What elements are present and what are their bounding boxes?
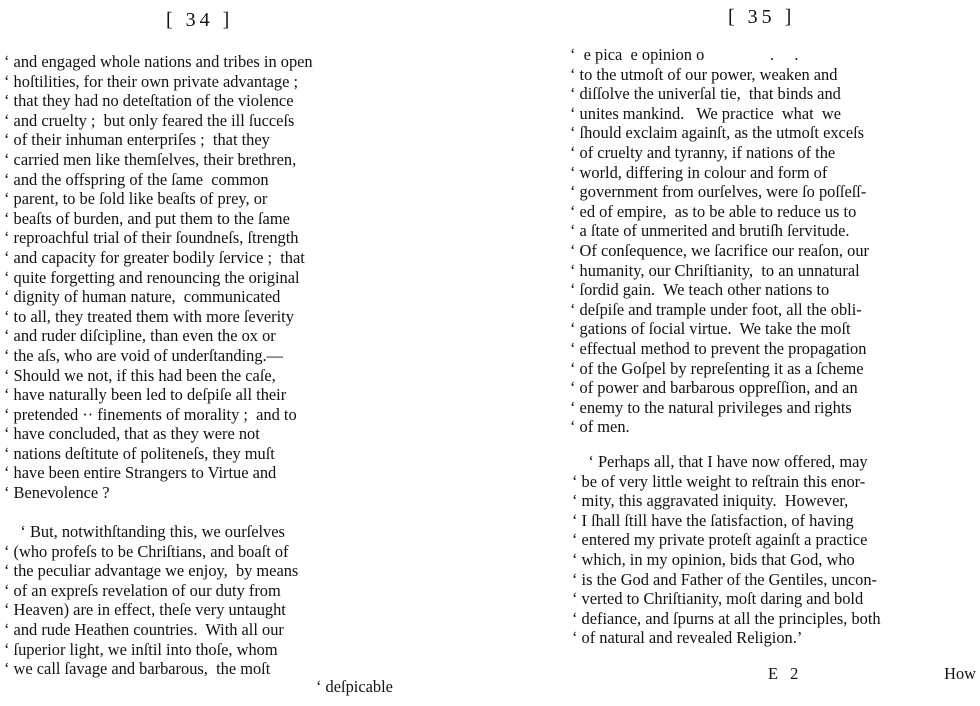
text-line: ‘ and cruelty ; but only feared the ill ſucceſs — [4, 110, 295, 130]
text-line: ‘ be of very little weight to reſtrain this enor- — [572, 471, 866, 491]
signature-mark: E 2 — [768, 664, 803, 683]
text-line: ‘ Should we not, if this had been the caſe, — [4, 365, 276, 385]
text-line: ‘ Of conſequence, we ſacrifice our reaſon, our — [570, 240, 869, 260]
text-line: ‘ (who profeſs to be Chriſtians, and boaſt of — [4, 541, 289, 561]
text-line: ‘ carried men like themſelves, their brethren, — [4, 149, 297, 169]
text-line: ‘ is the God and Father of the Gentiles, uncon- — [572, 569, 877, 589]
text-line: ‘ Perhaps all, that I have now offered, may — [572, 452, 868, 471]
text-line: ‘ of cruelty and tyranny, if nations of the — [570, 142, 836, 162]
text-line: ‘ unites mankind. We practice what we — [570, 103, 842, 123]
text-line: ‘ we call ſavage and barbarous, the moſt — [4, 659, 271, 679]
text-line: ‘ entered my private proteſt againſt a practice — [572, 530, 868, 550]
left-page — [0, 0, 440, 706]
text-line: ‘ But, notwithſtanding this, we ourſelves — [4, 522, 285, 541]
text-line: ‘ verted to Chriſtianity, moſt daring and bold — [572, 589, 864, 609]
text-line: ‘ and engaged whole nations and tribes in open — [4, 52, 313, 71]
right-paragraph-2 — [572, 452, 980, 648]
text-line: ‘ dignity of human nature, communicated — [4, 287, 281, 307]
left-paragraph-2 — [4, 522, 440, 679]
text-line: ‘ of natural and revealed Religion.’ — [572, 628, 803, 648]
text-line: ‘ mity, this aggravated iniquity. However, — [572, 491, 849, 511]
text-line: ‘ ed of empire, as to be able to reduce us to — [570, 201, 857, 221]
text-line: ‘ effectual method to prevent the propagation — [570, 338, 867, 358]
text-line: ‘ have naturally been led to deſpiſe all their — [4, 385, 287, 405]
text-line: ‘ beaſts of burden, and put them to the ſame — [4, 208, 290, 228]
text-line: ‘ to all, they treated them with more ſeverity — [4, 306, 294, 326]
text-line: ‘ defiance, and ſpurns at all the principles, both — [572, 608, 881, 628]
catchword-left: ‘ deſpicable — [316, 677, 393, 696]
right-paragraph-1 — [570, 45, 980, 437]
text-line: ‘ parent, to be ſold like beaſts of prey, or — [4, 189, 268, 209]
text-line: ‘ and capacity for greater bodily ſervice ; that — [4, 247, 305, 267]
text-line: ‘ hoſtilities, for their own private advantage ; — [4, 71, 299, 91]
text-line: ‘ diſſolve the univerſal tie, that binds and — [570, 84, 841, 104]
text-line: ‘ pretended ·· finements of morality ; and to — [4, 404, 297, 424]
text-line: ‘ reproachful trial of their ſoundneſs, ſtrength — [4, 228, 299, 248]
text-line: ‘ Benevolence ? — [4, 483, 110, 503]
left-paragraph-1 — [4, 52, 440, 503]
text-line: ‘ of the Goſpel by repreſenting it as a ſcheme — [570, 358, 864, 378]
text-line: ‘ ſordid gain. We teach other nations to — [570, 280, 830, 300]
text-line: ‘ and ruder diſcipline, than even the ox or — [4, 326, 276, 346]
text-line: ‘ gations of ſocial virtue. We take the moſt — [570, 319, 851, 339]
text-line: ‘ nations deſtitute of politeneſs, they muſt — [4, 443, 275, 463]
text-line: ‘ Heaven) are in effect, theſe very untaught — [4, 600, 286, 620]
text-line: ‘ have concluded, that as they were not — [4, 424, 260, 444]
text-line: ‘ ſuperior light, we inſtil into thoſe, whom — [4, 639, 278, 659]
text-line: ‘ world, differing in colour and form of — [570, 162, 828, 182]
text-line: ‘ quite forgetting and renouncing the original — [4, 267, 300, 287]
text-line: ‘ deſpiſe and trample under foot, all the obli- — [570, 299, 862, 319]
text-line: ‘ which, in my opinion, bids that God, who — [572, 549, 855, 569]
text-line: ‘ e pica e opinion o . . — [570, 45, 799, 64]
text-line: ‘ and rude Heathen countries. With all our — [4, 619, 284, 639]
text-line: ‘ have been entire Strangers to Virtue and — [4, 463, 277, 483]
page-number-35: [ 35 ] — [728, 6, 796, 28]
text-line: ‘ a ſtate of unmerited and brutiſh ſervitude. — [570, 221, 850, 241]
text-line: ‘ of men. — [570, 417, 630, 437]
text-line: ‘ ſhould exclaim againſt, as the utmoſt exceſs — [570, 123, 865, 143]
text-line: ‘ to the utmoſt of our power, weaken and — [570, 64, 838, 84]
right-page — [560, 0, 980, 706]
page-number-34: [ 34 ] — [166, 9, 234, 31]
text-line: ‘ government from ourſelves, were ſo poſſeſſ- — [570, 182, 867, 202]
text-line: ‘ of an expreſs revelation of our duty from — [4, 580, 281, 600]
text-line: ‘ of their inhuman enterpriſes ; that they — [4, 130, 270, 150]
catchword-right: How — [944, 664, 976, 683]
text-line: ‘ and the offspring of the ſame common — [4, 169, 269, 189]
text-line: ‘ I ſhall ſtill have the ſatisfaction, of having — [572, 510, 854, 530]
text-line: ‘ the peculiar advantage we enjoy, by means — [4, 561, 299, 581]
text-line: ‘ humanity, our Chriſtianity, to an unnatural — [570, 260, 860, 280]
text-line: ‘ the aſs, who are void of underſtanding.— — [4, 345, 284, 365]
text-line: ‘ of power and barbarous oppreſſion, and an — [570, 378, 858, 398]
text-line: ‘ enemy to the natural privileges and rights — [570, 397, 852, 417]
text-line: ‘ that they had no deteſtation of the violence — [4, 91, 294, 111]
